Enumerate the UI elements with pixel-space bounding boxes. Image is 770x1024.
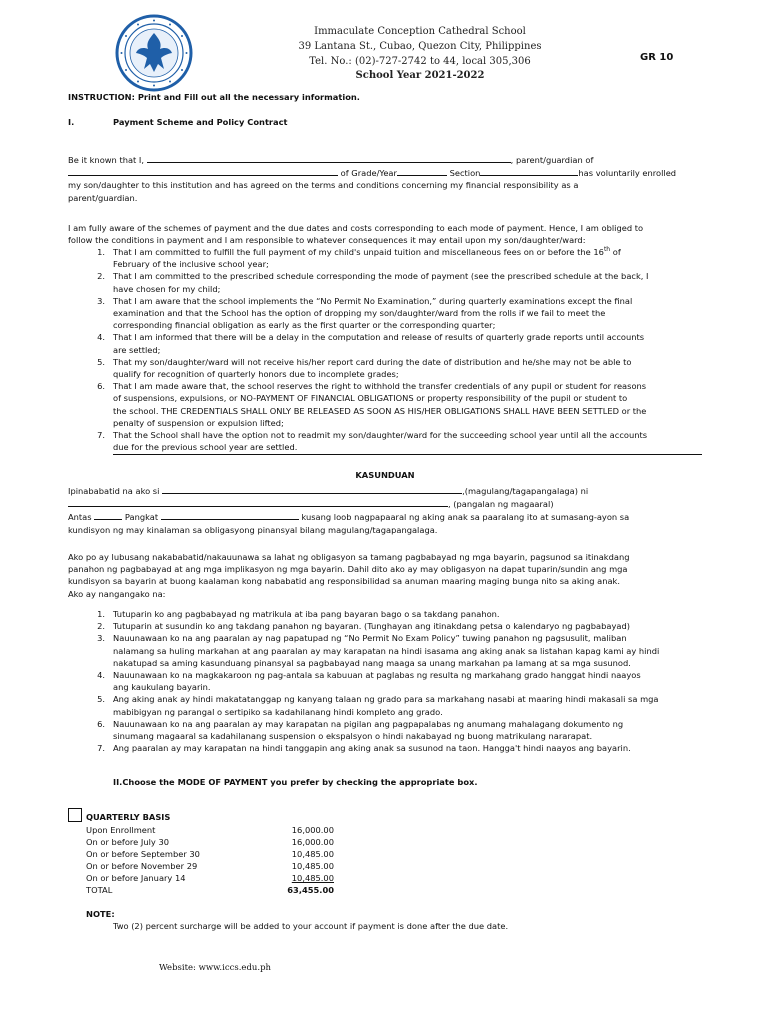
contract-line-4: parent/guardian. [68,192,138,203]
child-name-field[interactable] [68,166,338,176]
pangkat-label: Pangkat [124,512,159,523]
condition-item [68,246,704,270]
schedule-amount: 16,000.00 [291,825,334,835]
kasunduan-title: KASUNDUAN [355,470,415,480]
pangako-number: 2. [97,621,105,632]
condition-line-tail: of [610,247,621,257]
ako-line: panahon ng pagbabayad at ang mga implikasyon ng mga bayarin. Dahil dito ako ay may obligasyon na dapat tuparin/sundin ang mga [68,564,628,575]
antas-label: Antas [68,512,92,523]
condition-superscript: th [603,246,611,254]
section-number: I. [68,117,75,127]
condition-line: examination and that the School has the option of dropping my son/daughter/ward from the rolls if we fail to meet the [113,308,606,319]
pangako-line: Ang aking anak ay hindi makatatanggap ng kanyang talaan ng grado para sa markahang nasabi at maaring hindi makasali sa mga [113,694,659,705]
pangako-item [68,693,704,717]
condition-number: 7. [97,430,105,441]
ako-line: Ako ay nangangako na: [68,588,166,599]
parent-name-field-fil[interactable] [162,484,462,494]
aware-paragraph [68,222,704,246]
schedule-row [86,860,334,872]
grade-label: GR 10 [640,52,674,63]
section-title: Payment Scheme and Policy Contract [113,117,288,127]
condition-line: penalty of suspension or expulsion lifted; [113,417,284,428]
condition-item [68,356,704,380]
condition-line: the school. THE CREDENTIALS SHALL ONLY BE RELEASED AS SOON AS HIS/HER OBLIGATIONS SHALL HAVE BEEN SETTLED or the [113,405,647,416]
contract-line-1 [68,153,704,166]
grade-year-field[interactable] [397,166,447,176]
schedule-amount: 10,485.00 [291,849,334,859]
schedule-row [86,836,334,848]
condition-item [68,295,704,332]
condition-line: qualify for recognition of quarterly honors due to incomplete grades; [113,369,399,380]
section-field[interactable] [480,166,578,176]
pangako-number: 4. [97,670,105,681]
kasunduan-line2-post: , (pangalan ng magaaral) [448,499,554,510]
schedule-total-label: TOTAL [86,885,113,895]
pangako-item [68,718,704,742]
condition-line: February of the inclusive school year; [113,259,269,270]
school-address: 39 Lantana St., Cubao, Quezon City, Philippines [298,41,542,52]
schedule-row [86,848,334,860]
condition-number: 3. [97,295,105,306]
kasunduan-line3-post: kusang loob nagpapaaral ng aking anak sa paaralang ito at sumasang-ayon sa [301,512,630,523]
quarterly-basis-checkbox[interactable] [68,808,82,822]
condition-number: 6. [97,381,105,392]
condition-line: corresponding financial obligation as early as the first quarter or the corresponding quarter; [113,320,496,331]
kasunduan-line1-text: Ipinababatid na ako si [68,486,160,496]
pangako-item [68,669,704,693]
quarterly-basis-title: QUARTERLY BASIS [86,812,171,822]
school-name: Immaculate Conception Cathedral School [314,26,526,37]
schedule-amount: 10,485.00 [291,861,334,871]
condition-line: That I am informed that there will be a delay in the computation and release of results of quarterly grade reports until accounts [113,332,645,343]
school-telephone: Tel. No.: (02)-727-2742 to 44, local 305,306 [309,56,531,67]
kasunduan-line1-post: ,(magulang/tagapangalaga) ni [462,486,589,496]
condition-line: due for the previous school year are settled. [113,442,298,453]
pangako-line: Nauunawaan ko na magkakaroon ng pag-antala sa kabuuan at paglabas ng resulta ng markahang grado hanggat hindi naayos [113,670,641,681]
condition-line: That my son/daughter/ward will not receive his/her report card during the date of distribution and he/she may not be able to [113,356,632,367]
pangako-line: sinumang magaaral sa kadahilanang suspension o ekspalsyon o hindi nakabayad ng buong matrikulang nararapat. [113,731,593,742]
condition-line: That I am committed to fulfill the full payment of my child's unpaid tuition and miscellaneous fees on or before the 16 [113,247,604,257]
pangkat-field[interactable] [161,510,299,520]
kasunduan-line-1 [68,484,704,497]
pangako-item [68,632,704,669]
grade-year-label: of Grade/Year [340,168,397,179]
schedule-label: On or before November 29 [86,861,198,871]
pangako-number: 6. [97,718,105,729]
pangako-line: nalamang sa huling markahan at ang paaralan ay may karapatan na hindi isasama ang aking anak sa listahan kapag kami ay hindi [113,645,660,656]
pangako-line: Tutuparin ko ang pagbabayad ng matrikula at iba pang bayaran bago o sa takdang panahon. [113,609,500,619]
condition-item [68,380,704,429]
ako-paragraph [68,551,704,600]
student-name-field-fil[interactable] [68,497,448,507]
condition-item [68,429,704,453]
section-divider [113,454,702,455]
schedule-amount: 16,000.00 [291,837,334,847]
pangako-item [68,608,704,620]
kasunduan-line-3 [68,510,704,523]
kasunduan-line-4: kundisyon ng may kinalaman sa obligasyong pinansyal bilang magulang/tagapangalaga. [68,524,438,535]
ako-line: Ako po ay lubusang nakababatid/nakauunawa sa lahat ng obligasyon sa tamang pagbabayad ng mga bayarin, pagsunod sa itinakdang [68,552,630,562]
pangako-line: nakatupad sa aming kasunduang pinansyal sa pagbabayad nang maaga sa unang markahan pa lamang at sa mga susunod. [113,657,631,668]
pangako-line: Nauunawaan ko na ang paaralan ay may karapatan na pigilan ang pagpapalabas ng anumang mahalagang dokumento ng [113,718,624,729]
schedule-label: On or before September 30 [86,849,200,859]
pangako-line: Ang paaralan ay may karapatan na hindi tanggapin ang aking anak sa susunod na taon. Hangga't hindi naayos ang bayarin. [113,743,631,754]
aware-line-1: I am fully aware of the schemes of payment and the due dates and costs corresponding to each mode of payment. Hence, I am obliged to [68,223,644,233]
condition-item [68,270,704,294]
schedule-row [86,872,334,884]
condition-line: are settled; [113,344,161,355]
contract-paragraph [68,153,704,204]
schedule-total-amount: 63,455.00 [287,885,334,895]
pangako-line: ang kaukulang bayarin. [113,682,211,693]
contract-line2-post: has voluntarily enrolled [578,168,677,179]
condition-item [68,331,704,355]
pangako-line: Nauunawaan ko na ang paaralan ay nag papatupad ng “No Permit No Exam Policy” tuwing panahon ng pagsusulit, maliban [113,633,627,644]
school-seal-logo [115,14,193,92]
schedule-label: On or before July 30 [86,837,170,847]
aware-line-2: follow the conditions in payment and I am responsible to whatever consequences it may entail upon my son/daughter/ward: [68,235,586,246]
pangako-list [68,608,704,754]
schedule-label: On or before January 14 [86,873,186,883]
pangako-number: 7. [97,743,105,754]
school-year: School Year 2021-2022 [355,70,485,81]
schedule-total-row [86,884,334,896]
note-text: Two (2) percent surcharge will be added to your account if payment is done after the due date. [113,921,509,931]
website: Website: www.iccs.edu.ph [159,963,271,973]
pangako-item [68,620,704,632]
pangako-number: 1. [97,609,105,619]
pangako-number: 5. [97,694,105,705]
contract-line-2 [68,166,704,179]
quarterly-schedule-table [86,824,334,896]
pangako-line: mabibigyan ng parangal o sertipiko sa kadahilanang hindi kompleto ang grado. [113,706,443,717]
condition-line: That the School shall have the option not to readmit my son/daughter/ward for the succeeding school year until all the accounts [113,430,648,441]
condition-line: That I am aware that the school implements the “No Permit No Examination,” during quarterly examinations except the final [113,295,633,306]
kasunduan-paragraph [68,484,704,536]
note-title: NOTE: [86,909,115,919]
condition-number: 2. [97,271,105,282]
ako-line: kundisyon sa bayarin at buong kaalaman kong nababatid ang responsibilidad sa anuman maaring maging bunga nito sa aking anak. [68,576,620,587]
condition-line: That I am committed to the prescribed schedule corresponding the mode of payment (see the prescribed schedule at the back, I [113,271,649,282]
pangako-line: Tutuparin at susundin ko ang takdang panahon ng bayaran. (Tunghayan ang itinakdang petsa o kalendaryo ng pagbabayad) [113,621,630,632]
condition-line: of suspensions, expulsions, or NO-PAYMENT OF FINANCIAL OBLIGATIONS or property responsibility of the pupil or student to [113,393,628,404]
schedule-row [86,824,334,836]
schedule-amount: 10,485.00 [291,873,334,883]
pangako-number: 3. [97,633,105,644]
section-label: Section [449,168,481,179]
contract-line1-text: Be it known that I, [68,155,145,165]
condition-line: have chosen for my child; [113,283,221,294]
antas-field[interactable] [94,510,122,520]
schedule-label: Upon Enrollment [86,825,156,835]
condition-line: That I am made aware that, the school reserves the right to withhold the transfer credentials of any pupil or student for reasons [113,381,647,392]
pangako-item [68,742,704,754]
conditions-list [68,246,704,453]
condition-number: 4. [97,332,105,343]
section2-title: II.Choose the MODE OF PAYMENT you prefer by checking the appropriate box. [113,777,478,787]
kasunduan-line-2 [68,497,704,510]
contract-line-3: my son/daughter to this institution and has agreed on the terms and conditions concerning my financial responsibility as a [68,180,579,191]
parent-name-field[interactable] [147,153,511,163]
contract-line1-post: , parent/guardian of [510,155,594,165]
instruction: INSTRUCTION: Print and Fill out all the necessary information. [68,92,360,102]
condition-number: 1. [97,247,105,257]
condition-number: 5. [97,356,105,367]
